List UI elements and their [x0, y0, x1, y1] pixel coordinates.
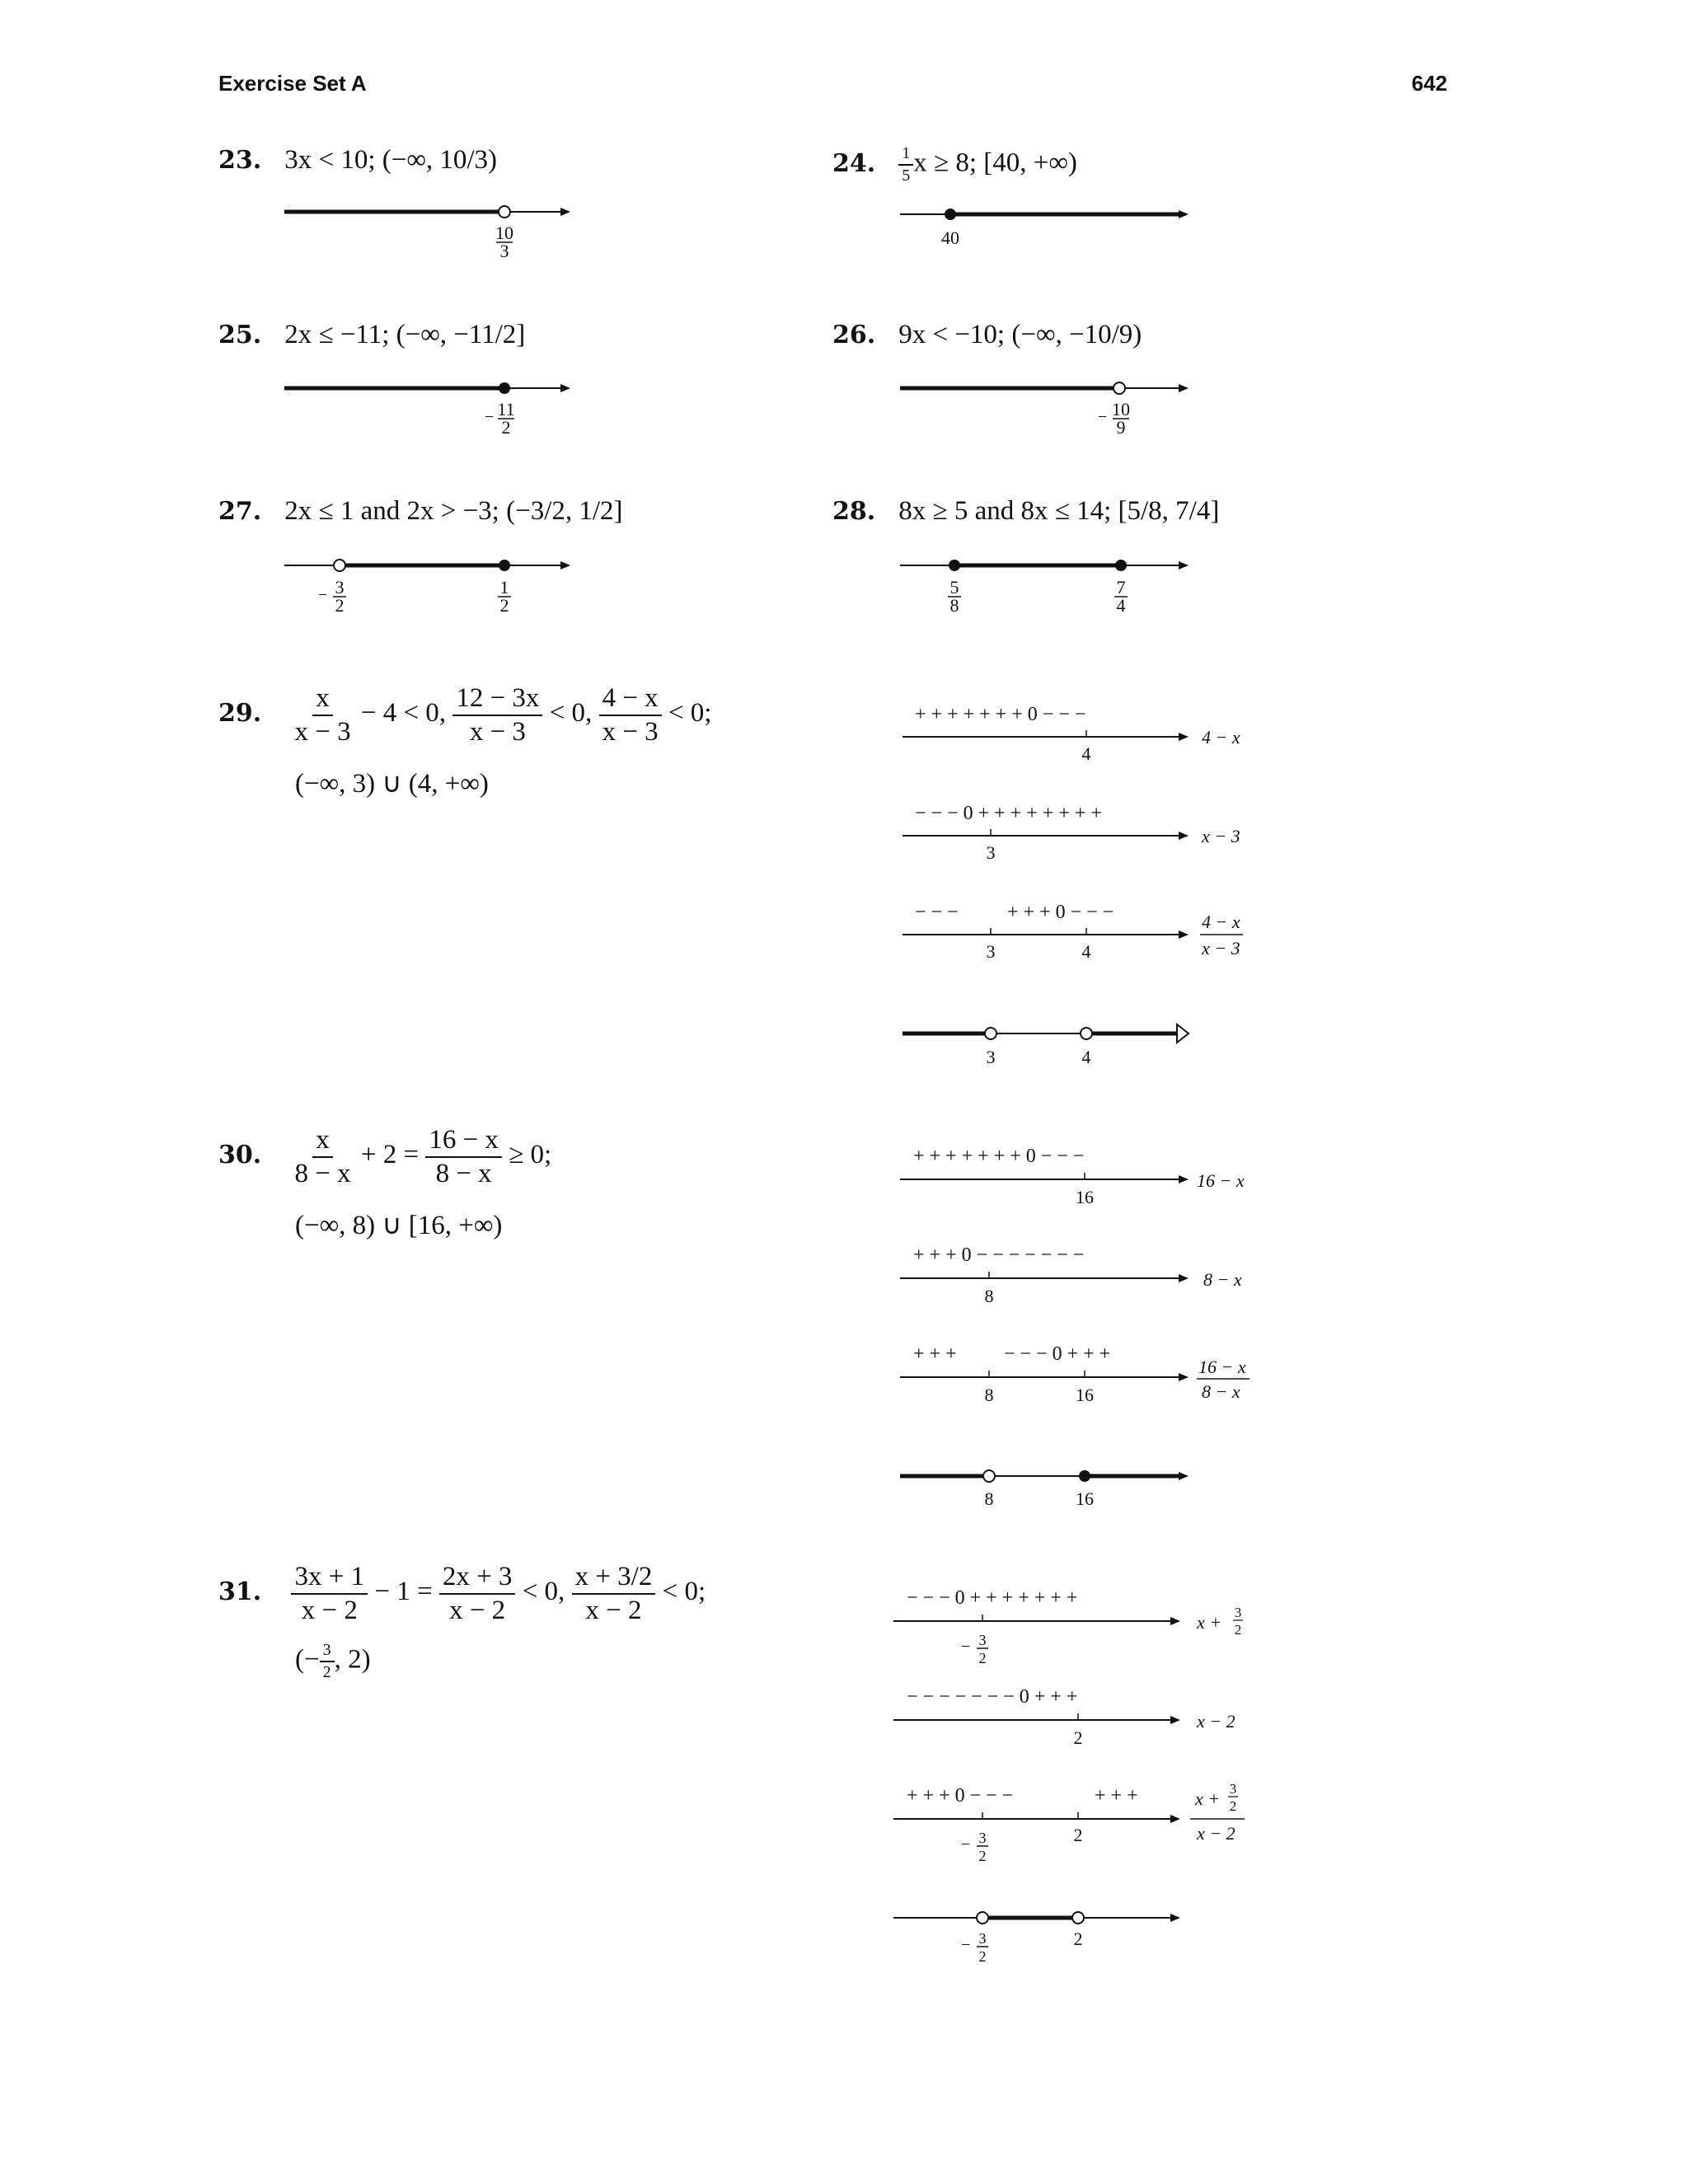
fraction: $\frac{x}{x - 3}$: [294, 683, 351, 747]
svg-text:x − 3: x − 3: [1202, 826, 1240, 846]
svg-text:2: 2: [978, 1848, 987, 1864]
svg-text:+ + + 0 − − − − − − −: + + + 0 − − − − − − −: [913, 1244, 1085, 1266]
problem-number: 28.: [832, 497, 876, 526]
problem-text: 3x < 10; (−∞, 10/3): [284, 145, 498, 175]
number-line-25: [284, 382, 569, 438]
number-line-27: [284, 560, 569, 616]
open-point: [985, 1028, 996, 1039]
svg-text:2: 2: [1073, 1929, 1083, 1949]
svg-text:8: 8: [984, 1488, 994, 1509]
svg-text:− − − − − − − 0 + + +: − − − − − − − 0 + + +: [907, 1686, 1078, 1708]
fraction: $\frac{x}{8 - x}$: [294, 1125, 351, 1188]
problem-30: 30. $\frac{x}{8 - x}$ + 2 = $\frac{16 - x}{8 - x}$ ≥ 0;: [218, 1125, 552, 1188]
open-point: [1081, 1028, 1092, 1039]
svg-text:3: 3: [978, 1830, 987, 1846]
answer-30: (−∞, 8) ∪ [16, +∞): [295, 1211, 503, 1240]
svg-text:3: 3: [1234, 1605, 1242, 1620]
problem-number: 30.: [218, 1141, 262, 1170]
svg-text:x +: x +: [1195, 1788, 1221, 1809]
svg-text:+ + + + + + + 0 − − −: + + + + + + + 0 − − −: [913, 1146, 1085, 1167]
closed-point: [949, 560, 960, 571]
svg-text:16 − x: 16 − x: [1197, 1170, 1245, 1191]
svg-text:8: 8: [950, 595, 959, 616]
svg-text:− − − 0 + + + + + + + +: − − − 0 + + + + + + + +: [915, 803, 1102, 824]
svg-text:4: 4: [1081, 941, 1091, 962]
fraction: $\frac{3x + 1}{x - 2}$: [291, 1563, 368, 1624]
page-number: 642: [1411, 71, 1447, 96]
svg-text:−: −: [485, 408, 495, 426]
svg-text:4: 4: [1116, 595, 1126, 616]
svg-text:2: 2: [978, 1948, 987, 1965]
tick-label: 40: [941, 227, 959, 248]
open-point: [977, 1912, 988, 1924]
tick-label: 10: [495, 223, 513, 243]
fraction: $\frac{2x + 3}{x - 2}$: [439, 1563, 516, 1624]
svg-text:3: 3: [986, 842, 996, 863]
problem-number: 29.: [218, 699, 262, 729]
svg-text:−: −: [318, 586, 328, 604]
svg-text:7: 7: [1116, 577, 1126, 598]
fraction: $\frac{x + 3/2}{x - 2}$: [572, 1563, 656, 1624]
svg-text:16: 16: [1076, 1488, 1094, 1509]
svg-text:2: 2: [335, 595, 345, 616]
svg-text:+ + + 0 − − −: + + + 0 − − −: [907, 1785, 1014, 1807]
svg-text:x +: x +: [1197, 1612, 1222, 1633]
svg-text:4: 4: [1081, 1047, 1091, 1067]
svg-text:8 − x: 8 − x: [1203, 1269, 1242, 1290]
svg-text:2: 2: [1229, 1798, 1237, 1814]
answer-29: (−∞, 3) ∪ (4, +∞): [295, 769, 489, 799]
svg-text:3: 3: [986, 1047, 996, 1067]
svg-text:2: 2: [1234, 1622, 1242, 1638]
svg-text:−: −: [961, 1936, 971, 1954]
problem-number: 24.: [832, 148, 876, 178]
problem-number: 27.: [218, 497, 262, 526]
svg-text:2: 2: [978, 1650, 987, 1666]
closed-point: [1079, 1470, 1090, 1482]
svg-text:16: 16: [1076, 1385, 1094, 1405]
svg-text:+ + + 0 − − −: + + + 0 − − −: [1007, 902, 1114, 923]
svg-text:− − −: − − −: [915, 902, 959, 923]
problem-text: 2x ≤ 1 and 2x > −3; (−3/2, 1/2]: [284, 496, 623, 526]
fraction: $\frac{12 - 3x}{x - 3}$: [452, 684, 542, 746]
closed-point: [945, 209, 956, 220]
svg-text:x − 2: x − 2: [1197, 1823, 1236, 1844]
svg-text:3: 3: [986, 941, 996, 962]
fraction: $\frac{1}{5}$: [898, 145, 913, 185]
svg-text:10: 10: [1112, 399, 1130, 419]
number-line-23: [284, 206, 569, 261]
svg-text:3: 3: [499, 241, 509, 261]
svg-text:9: 9: [1116, 417, 1126, 438]
problem-text: 9x < −10; (−∞, −10/9): [898, 320, 1142, 349]
number-line-28: [900, 560, 1187, 616]
svg-text:−: −: [961, 1638, 971, 1656]
svg-text:3: 3: [978, 1930, 987, 1947]
svg-text:5: 5: [950, 577, 959, 598]
closed-point: [499, 382, 510, 394]
problem-29: 29. $\frac{x}{x - 3}$ − 4 < 0, $\frac{12 - 3x}{x - 3}$ < 0, $\frac{4 - x}{x - 3}$ < 0;: [218, 683, 712, 747]
open-point: [1114, 382, 1125, 394]
svg-text:8: 8: [984, 1286, 994, 1306]
svg-text:−: −: [1098, 408, 1108, 426]
problem-31: 31. $\frac{3x + 1}{x - 2}$ − 1 = $\frac{2x + 3}{x - 2}$ < 0, $\frac{x + 3/2}{x - 2}$ < 0;: [218, 1562, 706, 1625]
sign-chart-31: [893, 1587, 1245, 1965]
svg-text:+ + +: + + +: [1095, 1785, 1138, 1807]
fraction: $\frac{4 - x}{x - 3}$: [599, 684, 662, 746]
svg-text:− − − 0 + + +: − − − 0 + + +: [1004, 1343, 1111, 1365]
open-point: [983, 1470, 995, 1482]
problem-number: 25.: [218, 321, 262, 349]
fraction: $\frac{16 - x}{8 - x}$: [425, 1126, 502, 1188]
answer-31: (− $\frac{3}{2}$ , 2): [295, 1641, 371, 1681]
svg-text:2: 2: [1073, 1727, 1083, 1748]
problem-text: 8x ≥ 5 and 8x ≤ 14; [5/8, 7/4]: [898, 496, 1220, 526]
svg-text:+ + +: + + +: [913, 1343, 957, 1365]
svg-text:1: 1: [499, 577, 509, 598]
svg-text:4: 4: [1081, 743, 1091, 764]
header-left: Exercise Set A: [218, 71, 367, 96]
svg-text:− − − 0 + + + + + + +: − − − 0 + + + + + + +: [907, 1587, 1078, 1609]
number-line-24: [900, 209, 1187, 248]
svg-text:−: −: [961, 1835, 971, 1854]
svg-text:x − 2: x − 2: [1197, 1711, 1236, 1732]
svg-text:3: 3: [1229, 1781, 1237, 1797]
problem-number: 31.: [218, 1577, 262, 1607]
svg-text:8: 8: [984, 1385, 994, 1405]
svg-text:x − 3: x − 3: [1202, 938, 1240, 958]
svg-text:4 − x: 4 − x: [1202, 727, 1240, 748]
open-point: [499, 206, 510, 218]
sign-chart-30: [900, 1146, 1250, 1509]
open-point: [1072, 1912, 1084, 1924]
closed-point: [1115, 560, 1127, 571]
problem-text: 2x ≤ −11; (−∞, −11/2]: [284, 320, 526, 349]
svg-text:2: 2: [499, 595, 509, 616]
svg-text:2: 2: [501, 417, 511, 438]
problem-text: x ≥ 8; [40, +∞): [913, 148, 1077, 178]
svg-text:3: 3: [978, 1632, 987, 1648]
svg-text:+ + + + + + + 0 − − −: + + + + + + + 0 − − −: [915, 704, 1086, 725]
svg-text:4 − x: 4 − x: [1202, 912, 1240, 932]
svg-text:8 − x: 8 − x: [1202, 1381, 1240, 1402]
problem-number: 26.: [832, 321, 876, 349]
open-point: [334, 560, 345, 571]
svg-text:11: 11: [497, 399, 515, 419]
svg-text:16: 16: [1076, 1187, 1094, 1207]
number-line-26: [900, 382, 1187, 438]
svg-text:3: 3: [335, 577, 345, 598]
closed-point: [499, 560, 510, 571]
svg-text:2: 2: [1073, 1825, 1083, 1845]
sign-chart-29: [903, 704, 1243, 1067]
svg-text:16 − x: 16 − x: [1198, 1357, 1246, 1377]
problem-number: 23.: [218, 146, 262, 175]
